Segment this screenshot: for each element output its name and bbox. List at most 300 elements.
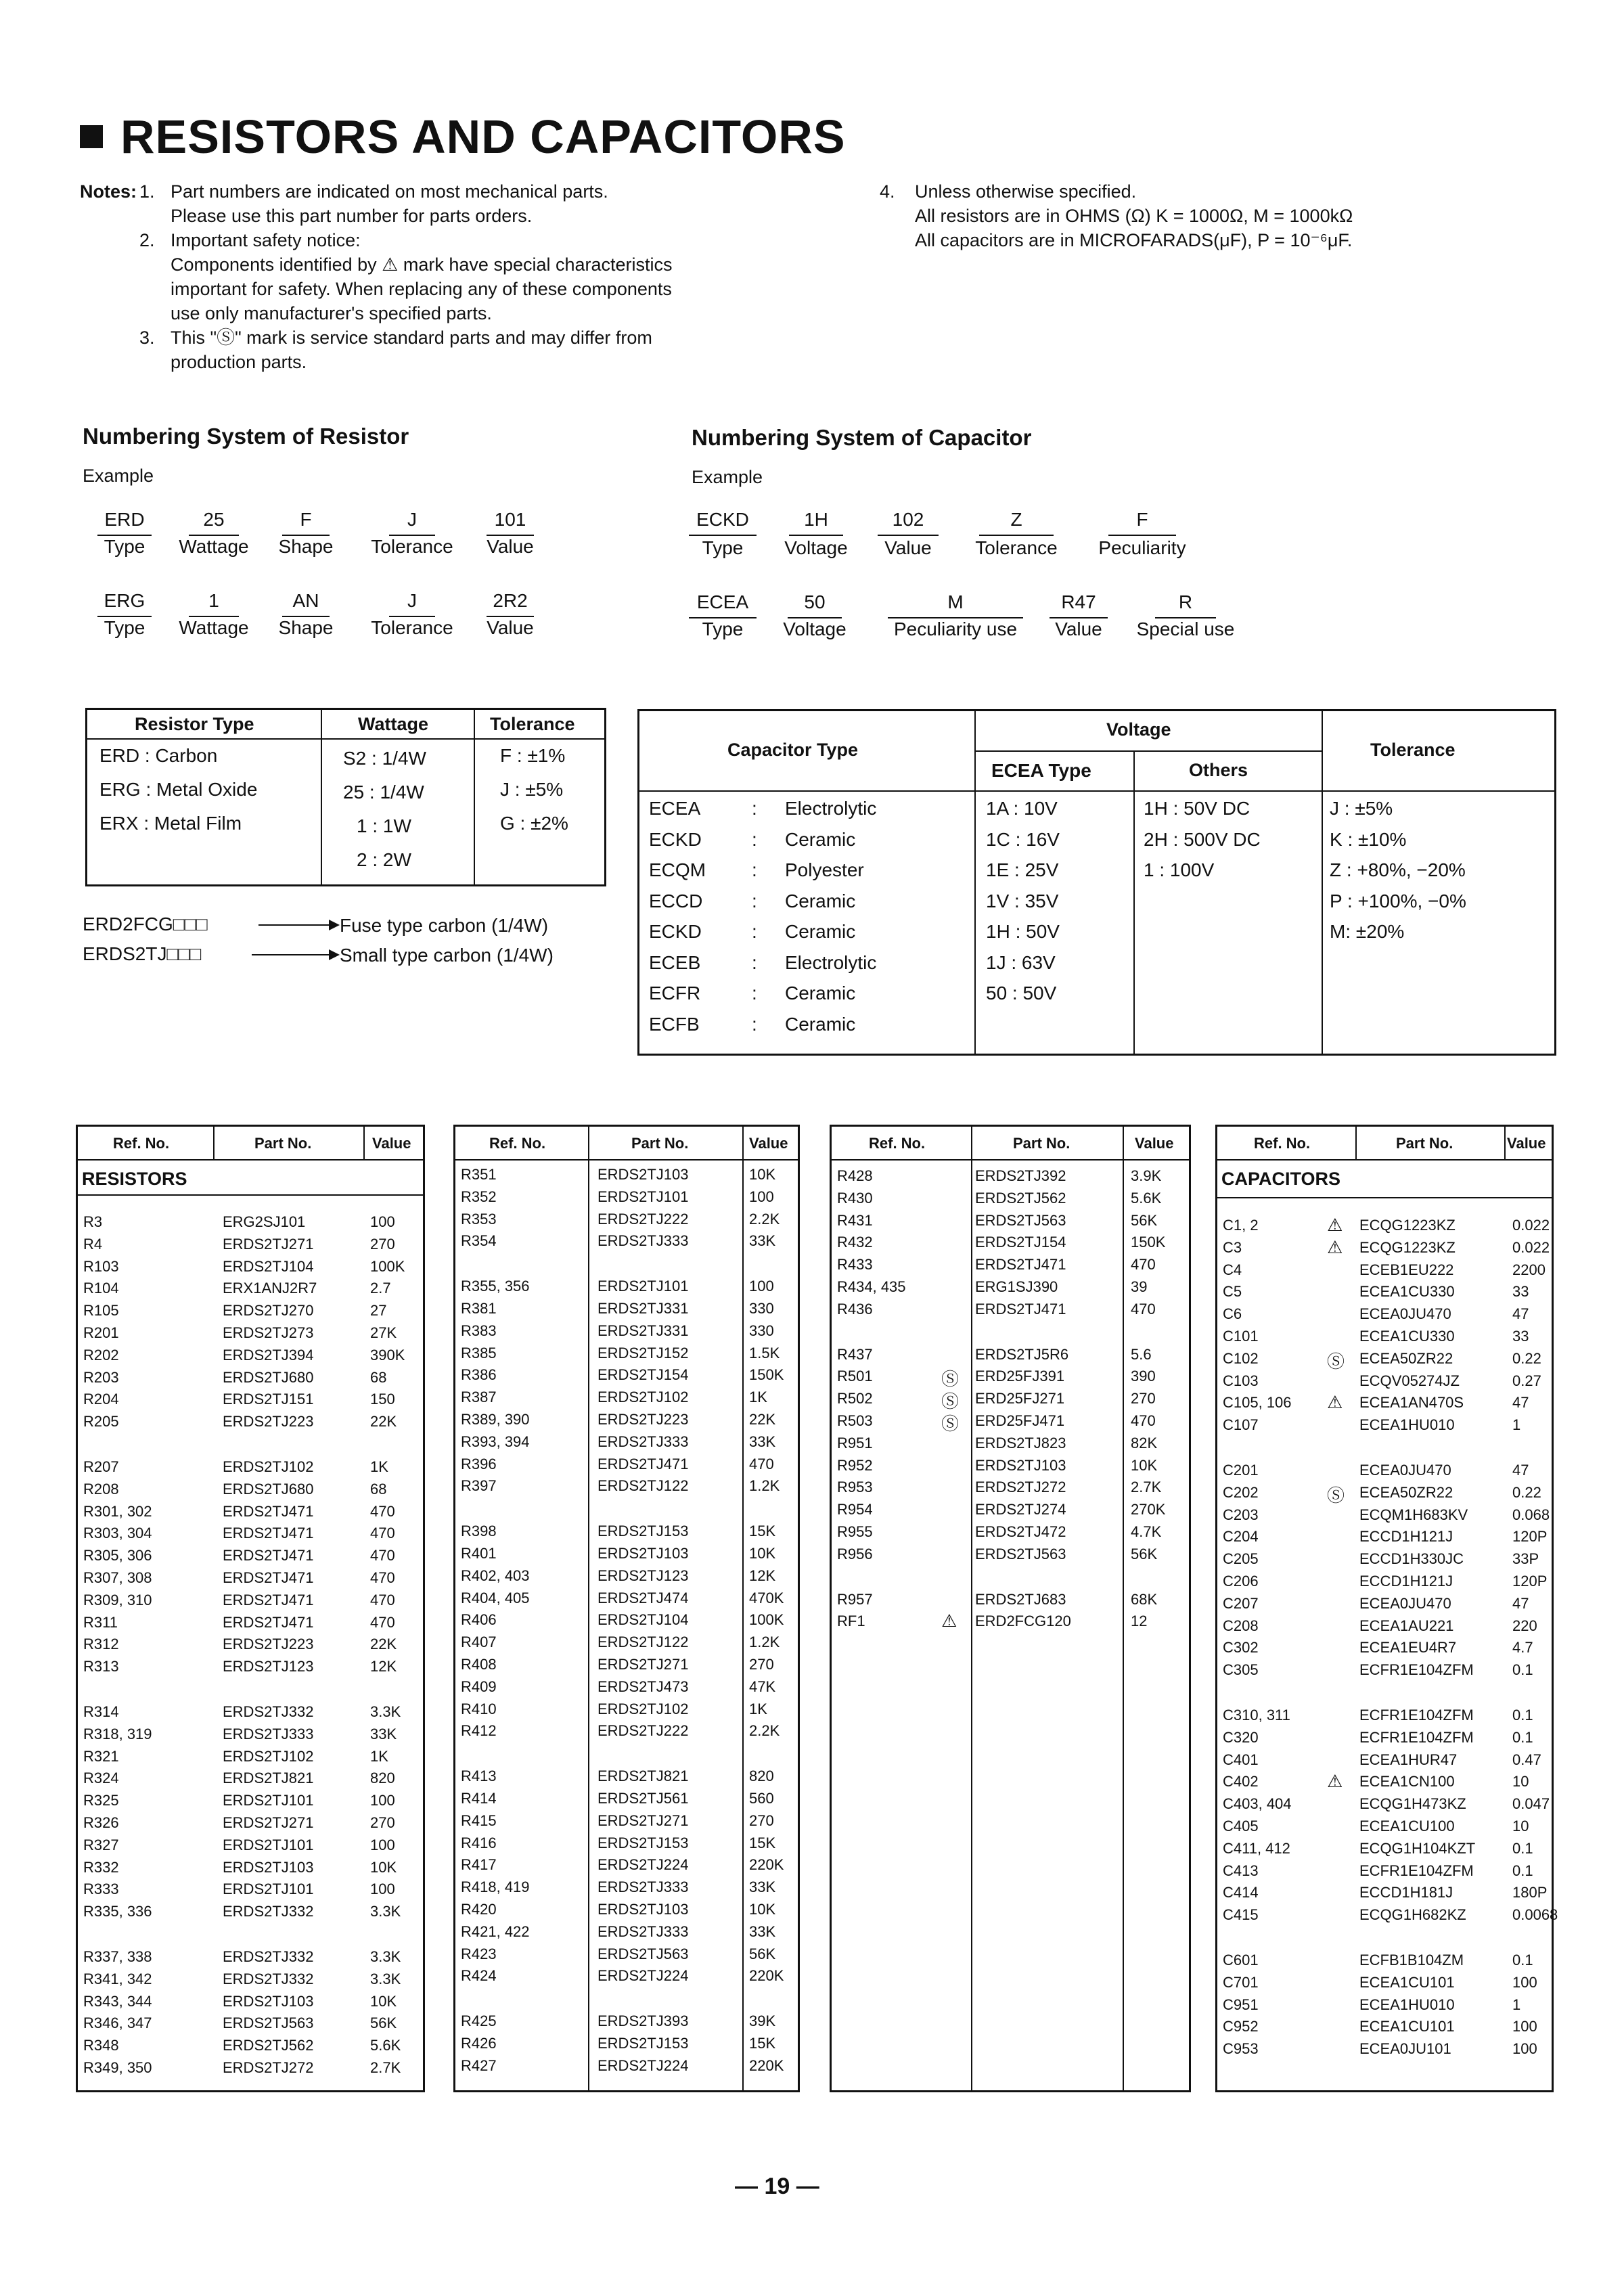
fuse-type-code: ERD2FCG□□□ [83, 914, 208, 934]
part-value: 100 [749, 1188, 774, 1205]
part-no: ECEA0JU101 [1359, 2040, 1451, 2058]
part-value: 220K [749, 1856, 784, 1874]
colon-separator: : [752, 921, 757, 942]
ref-no: R417 [461, 1856, 497, 1874]
part-value: 150 [370, 1391, 395, 1408]
capacitor-num-code: R47 [1061, 591, 1096, 612]
part-value: 100 [370, 1213, 395, 1230]
capacitor-example-label: Example [692, 467, 763, 487]
ref-no: R407 [461, 1634, 497, 1651]
ref-no: C413 [1223, 1862, 1259, 1879]
part-value: 2.2K [749, 1722, 780, 1740]
ref-no: R207 [83, 1458, 119, 1475]
part-value: 100 [1512, 2018, 1537, 2035]
ref-no-header: Ref. No. [1254, 1135, 1311, 1152]
capacitor-type-header: Capacitor Type [727, 740, 859, 760]
ref-no: R318, 319 [83, 1725, 152, 1742]
wattage-code: S2 : 1/4W [343, 748, 426, 769]
cap-tolerance-header: Tolerance [1370, 740, 1456, 760]
tolerance-code: J : ±5% [500, 779, 564, 800]
capacitor-num-label: Peculiarity [1098, 537, 1186, 558]
resistor-type: ERD : Carbon [99, 745, 218, 766]
ref-no: R426 [461, 2035, 497, 2052]
ref-no: R430 [837, 1189, 873, 1207]
part-value: 68 [370, 1480, 387, 1497]
part-no: ECEA1CN100 [1359, 1773, 1455, 1790]
ref-no: R428 [837, 1167, 873, 1184]
colon-separator: : [752, 1013, 757, 1035]
part-no: ECEA1EU4R7 [1359, 1639, 1457, 1657]
part-no: ERDS2TJ471 [597, 1455, 689, 1472]
ref-no: R424 [461, 1967, 497, 1985]
cap-code: ECFR [649, 983, 701, 1004]
ref-no: R333 [83, 1880, 119, 1898]
wattage-code: 1 : 1W [357, 815, 411, 836]
ref-no: C5 [1223, 1283, 1242, 1301]
part-value: 1.5K [749, 1344, 780, 1361]
cap-tolerance: K : ±10% [1330, 828, 1407, 850]
part-no: ECFR1E104ZFM [1359, 1862, 1474, 1879]
ref-no: C202 [1223, 1483, 1259, 1501]
part-no: ERDS2TJ154 [597, 1366, 689, 1384]
part-value: 330 [749, 1300, 774, 1317]
part-value: 470 [370, 1569, 395, 1586]
resistor-num-code: F [300, 509, 312, 530]
ref-no: R311 [83, 1613, 118, 1631]
capacitor-num-underline [789, 535, 843, 536]
part-value: 3.3K [370, 1703, 401, 1720]
ref-no: C105, 106 [1223, 1394, 1292, 1412]
part-no: ERDS2TJ471 [223, 1613, 314, 1631]
part-no-header: Part No. [1396, 1135, 1453, 1152]
part-no: ERDS2TJ101 [597, 1188, 689, 1205]
cap-code: ECEA [649, 798, 701, 819]
part-value: 56K [749, 1945, 776, 1962]
part-no: ERDS2TJ153 [597, 2035, 689, 2052]
wattage-header: Wattage [358, 714, 429, 734]
value-header: Value [749, 1135, 788, 1152]
ref-no: R321 [83, 1747, 119, 1765]
cap-kind: Ceramic [785, 890, 856, 911]
service-standard-icon: Ⓢ [1327, 1351, 1345, 1372]
part-no: ERDS2TJ471 [223, 1502, 314, 1520]
part-no: ERDS2TJ474 [597, 1589, 689, 1606]
part-no: ECCD1H181J [1359, 1884, 1453, 1901]
cap-code: ECFB [649, 1013, 700, 1035]
part-value: 180P [1512, 1884, 1548, 1901]
ref-no: R208 [83, 1480, 119, 1497]
ref-no: C415 [1223, 1906, 1259, 1924]
ref-no: C414 [1223, 1884, 1259, 1901]
colon-separator: : [752, 890, 757, 911]
service-standard-icon: Ⓢ [1327, 1485, 1345, 1506]
part-no: ERDS2TJ103 [223, 1858, 314, 1876]
part-value: 33K [749, 1232, 776, 1250]
ref-no: C305 [1223, 1661, 1259, 1679]
small-type-code: ERDS2TJ□□□ [83, 943, 202, 964]
part-value: 270 [1131, 1390, 1156, 1407]
resistor-num-label: Value [487, 617, 534, 638]
part-no: ERDS2TJ473 [597, 1677, 689, 1695]
part-value: 470 [749, 1455, 774, 1472]
ref-no: R502 [837, 1390, 873, 1407]
part-value: 2.7 [370, 1280, 391, 1297]
resistor-num-code: 1 [208, 590, 219, 611]
ecea-voltage: 1J : 63V [986, 951, 1056, 973]
part-value: 15K [749, 2035, 776, 2052]
part-value: 150K [1131, 1234, 1166, 1251]
capacitor-numbering-heading: Numbering System of Capacitor [692, 425, 1032, 450]
part-value: 1.2K [749, 1477, 780, 1495]
part-no: ERDS2TJ471 [223, 1591, 314, 1608]
part-value: 33K [370, 1725, 397, 1742]
capacitor-num-underline [689, 535, 757, 536]
ref-no: R337, 338 [83, 1948, 152, 1965]
part-value: 0.1 [1512, 1862, 1533, 1879]
part-value: 22K [370, 1636, 397, 1653]
part-value: 5.6 [1131, 1345, 1152, 1363]
part-value: 820 [749, 1767, 774, 1785]
fuse-type-desc: Fuse type carbon (1/4W) [340, 915, 549, 936]
part-value: 120P [1512, 1573, 1548, 1590]
ref-no: R434, 435 [837, 1278, 906, 1295]
ref-no: R433 [837, 1256, 873, 1274]
part-no: ERDS2TJ271 [597, 1811, 689, 1829]
notes-block [80, 179, 872, 382]
part-no: ECEA1HU010 [1359, 1996, 1455, 2013]
cap-tolerance: J : ±5% [1330, 798, 1393, 819]
part-value: 56K [1131, 1545, 1158, 1562]
part-value: 5.6K [1131, 1189, 1162, 1207]
part-value: 47 [1512, 1594, 1529, 1612]
part-no-header: Part No. [631, 1135, 689, 1152]
part-no: ERDS2TJ331 [597, 1322, 689, 1339]
ref-no: R401 [461, 1545, 497, 1562]
ref-no: C402 [1223, 1773, 1259, 1790]
part-value: 22K [749, 1411, 776, 1428]
ref-no: C4 [1223, 1261, 1242, 1278]
capacitor-num-label: Special use [1136, 618, 1235, 639]
part-no: ERD25FJ391 [975, 1368, 1065, 1385]
part-no: ERDS2TJ471 [975, 1300, 1066, 1317]
ref-no: R343, 344 [83, 1992, 152, 2010]
ref-no: R432 [837, 1234, 873, 1251]
ref-no: C107 [1223, 1416, 1259, 1434]
part-no: ERG2SJ101 [223, 1213, 306, 1230]
part-value: 470 [1131, 1300, 1156, 1317]
ref-no: R346, 347 [83, 2014, 152, 2032]
part-no: ERDS2TJ101 [223, 1880, 314, 1898]
ref-no: R201 [83, 1324, 119, 1341]
part-value: 2.7K [1131, 1479, 1162, 1496]
capacitor-num-code: F [1136, 509, 1148, 530]
part-value: 0.1 [1512, 1839, 1533, 1857]
ref-no: R314 [83, 1703, 119, 1720]
safety-warning-icon: ⚠ [1327, 1771, 1343, 1792]
capacitor-num-label: Tolerance [975, 537, 1058, 558]
cap-kind: Ceramic [785, 921, 856, 942]
part-no: ERDS2TJ223 [223, 1636, 314, 1653]
part-value: 12 [1131, 1613, 1148, 1630]
part-no: ERDS2TJ563 [223, 2014, 314, 2032]
cap-code: ECKD [649, 828, 702, 850]
part-no: ECQM1H683KV [1359, 1506, 1468, 1523]
part-no: ECQG1223KZ [1359, 1217, 1456, 1234]
part-no: ERDS2TJ333 [597, 1433, 689, 1450]
resistor-type-table [85, 708, 606, 886]
part-value: 100 [370, 1792, 395, 1809]
ref-no: R421, 422 [461, 1922, 530, 1940]
ref-no: R952 [837, 1456, 873, 1474]
part-no: ECEA0JU470 [1359, 1594, 1451, 1612]
wattage-code: 2 : 2W [357, 849, 411, 870]
part-no: ECQV05274JZ [1359, 1372, 1460, 1389]
part-value: 270 [370, 1235, 395, 1253]
ref-no: R4 [83, 1235, 103, 1253]
resistor-num-code: AN [292, 590, 319, 611]
ref-no: R348 [83, 2037, 119, 2054]
part-no: ERDS2TJ103 [975, 1456, 1066, 1474]
ref-no: C403, 404 [1223, 1795, 1292, 1813]
ref-no: C201 [1223, 1462, 1259, 1479]
ref-no: R409 [461, 1677, 497, 1695]
part-no: ECFB1B104ZM [1359, 1952, 1464, 1968]
part-no: ERDS2TJ471 [223, 1525, 314, 1542]
capacitor-num-label: Value [1055, 618, 1102, 639]
ref-no: C320 [1223, 1728, 1259, 1746]
capacitor-num-code: ECKD [696, 509, 749, 530]
ref-no: R307, 308 [83, 1569, 152, 1586]
ref-no: R501 [837, 1368, 873, 1385]
parts-table [1215, 1125, 1558, 2092]
ecea-voltage: 50 : 50V [986, 983, 1057, 1004]
ref-no: R431 [837, 1211, 873, 1229]
part-value: 120P [1512, 1528, 1548, 1546]
ref-no: R381 [461, 1300, 497, 1317]
ref-no: R3 [83, 1213, 103, 1230]
part-value: 12K [749, 1567, 776, 1584]
part-no: ERDS2TJ224 [597, 1967, 689, 1985]
part-no: ERDS2TJ272 [223, 2059, 314, 2076]
part-no: ERDS2TJ562 [223, 2037, 314, 2054]
part-no: ERDS2TJ224 [597, 2056, 689, 2074]
resistor-num-code: J [407, 509, 417, 530]
part-no: ECEA0JU470 [1359, 1462, 1451, 1479]
note-1: 1. Part numbers are indicated on most mechanical parts. Please use this part number for parts orders. [139, 181, 608, 226]
part-value: 390 [1131, 1368, 1156, 1385]
part-no: ERDS2TJ102 [597, 1700, 689, 1717]
note-2: 2. Important safety notice: Components identified by ⚠ mark have special characteristics important for safety. When replacing any of these components use only manufacturer's specified parts. [139, 230, 673, 323]
ref-no: R389, 390 [461, 1411, 530, 1428]
part-value: 10K [749, 1901, 776, 1918]
arrow-head-icon [329, 920, 340, 930]
ref-no: R404, 405 [461, 1589, 530, 1606]
part-value: 0.22 [1512, 1483, 1541, 1501]
part-no: ECFR1E104ZFM [1359, 1728, 1474, 1746]
colon-separator: : [752, 828, 757, 850]
cap-code: ECQM [649, 859, 706, 880]
part-value: 220K [749, 1967, 784, 1985]
ref-no: R303, 304 [83, 1525, 152, 1542]
ref-no: R396 [461, 1455, 497, 1472]
ref-no: C310, 311 [1223, 1707, 1290, 1724]
capacitor-num-underline [1108, 535, 1176, 536]
part-no: ERDS2TJ103 [597, 1166, 689, 1183]
part-no: ERDS2TJ472 [975, 1523, 1066, 1540]
tolerance-code: G : ±2% [500, 813, 568, 834]
part-value: 270 [749, 1811, 774, 1829]
ref-no: R341, 342 [83, 1970, 152, 1987]
part-no: ECFR1E104ZFM [1359, 1661, 1474, 1679]
ref-no: R436 [837, 1300, 873, 1317]
capacitor-type-table [637, 709, 1556, 1056]
ref-no: R325 [83, 1792, 119, 1809]
small-type-desc: Small type carbon (1/4W) [340, 945, 554, 966]
ecea-type-header: ECEA Type [991, 760, 1091, 781]
part-no: ERDS2TJ471 [223, 1547, 314, 1564]
part-value: 1K [370, 1458, 388, 1475]
part-value: 1K [370, 1747, 388, 1765]
part-no: ERDS2TJ101 [223, 1792, 314, 1809]
ref-no: R955 [837, 1523, 873, 1540]
part-no: ECEA1CU330 [1359, 1283, 1455, 1301]
ref-no: R327 [83, 1836, 119, 1853]
part-no-header: Part No. [254, 1135, 312, 1152]
resistor-num-code: ERG [104, 590, 145, 611]
part-value: 56K [370, 2014, 397, 2032]
part-no: ERDS2TJ333 [597, 1878, 689, 1896]
part-no: ECEA50ZR22 [1359, 1349, 1453, 1367]
part-value: 1.2K [749, 1634, 780, 1651]
other-voltage: 1 : 100V [1144, 859, 1215, 880]
part-no: ERDS2TJ563 [975, 1211, 1066, 1229]
part-no: ERDS2TJ333 [597, 1232, 689, 1250]
part-value: 470 [370, 1613, 395, 1631]
part-value: 1 [1512, 1996, 1521, 2013]
part-value: 100K [370, 1257, 405, 1275]
part-no: ERDS2TJ332 [223, 1703, 314, 1720]
ref-no: C208 [1223, 1617, 1259, 1634]
ref-no: R416 [461, 1834, 497, 1851]
part-value: 270K [1131, 1501, 1166, 1518]
ref-no: R332 [83, 1858, 119, 1876]
resistor-num-code: 2R2 [493, 590, 528, 611]
ref-no: R354 [461, 1232, 497, 1250]
ref-no: R427 [461, 2056, 497, 2074]
cap-kind: Ceramic [785, 1013, 856, 1035]
part-no: ERDS2TJ274 [975, 1501, 1066, 1518]
part-no: ERDS2TJ153 [597, 1523, 689, 1540]
ref-no: R313 [83, 1658, 119, 1675]
part-no: ECQG1223KZ [1359, 1238, 1456, 1256]
part-no: ERDS2TJ821 [597, 1767, 689, 1785]
parts-table [830, 1125, 1191, 2092]
part-value: 47 [1512, 1305, 1529, 1323]
part-no: ERDS2TJ333 [597, 1922, 689, 1940]
part-no: ERDS2TJ680 [223, 1368, 314, 1386]
part-value: 47 [1512, 1462, 1529, 1479]
part-no: ERDS2TJ102 [223, 1458, 314, 1475]
part-no: ERDS2TJ102 [597, 1389, 689, 1406]
part-value: 820 [370, 1770, 395, 1787]
cap-code: ECKD [649, 921, 702, 942]
capacitor-num-code: ECEA [696, 591, 749, 612]
ecea-voltage: 1A : 10V [986, 798, 1058, 819]
ref-no: R953 [837, 1479, 873, 1496]
part-value: 2200 [1512, 1261, 1546, 1278]
part-value: 10K [370, 1858, 397, 1876]
part-no: ERDS2TJ393 [597, 2012, 689, 2030]
arrow-head-icon [329, 949, 340, 960]
ecea-voltage: 1C : 16V [986, 828, 1060, 850]
resistor-num-label: Value [487, 536, 534, 557]
safety-warning-icon: ⚠ [1327, 1236, 1343, 1257]
part-no: ECCD1H330JC [1359, 1550, 1464, 1568]
ref-no: C206 [1223, 1573, 1259, 1590]
part-no: ECEA1CU100 [1359, 1818, 1455, 1834]
part-value: 3.3K [370, 1948, 401, 1965]
part-value: 0.47 [1512, 1751, 1541, 1768]
part-no: ERX1ANJ2R7 [223, 1280, 317, 1297]
part-no: ERDS2TJ154 [975, 1234, 1066, 1251]
part-no: ERDS2TJ123 [223, 1658, 314, 1675]
part-no: ERDS2TJ104 [223, 1257, 314, 1275]
ref-no: R301, 302 [83, 1502, 152, 1520]
cap-kind: Electrolytic [785, 798, 877, 819]
part-value: 39 [1131, 1278, 1148, 1295]
capacitor-num-label: Peculiarity use [893, 618, 1018, 639]
part-no: ERDS2TJ332 [223, 1970, 314, 1987]
part-value: 470 [1131, 1412, 1156, 1429]
part-no: ERDS2TJ471 [223, 1569, 314, 1586]
ref-no: C207 [1223, 1594, 1259, 1612]
part-value: 68 [370, 1368, 387, 1386]
resistor-num-label: Wattage [179, 617, 249, 638]
part-value: 220K [749, 2056, 784, 2074]
capacitor-num-code: 50 [804, 591, 826, 612]
ref-no: R414 [461, 1790, 497, 1807]
part-no: ERDS2TJ101 [597, 1278, 689, 1295]
part-value: 15K [749, 1834, 776, 1851]
ref-no: R202 [83, 1346, 119, 1364]
ecea-voltage: 1H : 50V [986, 921, 1060, 942]
colon-separator: : [752, 983, 757, 1004]
ref-no: R104 [83, 1280, 119, 1297]
part-no: ERDS2TJ823 [975, 1434, 1066, 1451]
ref-no: R398 [461, 1523, 497, 1540]
part-no: ERD25FJ471 [975, 1412, 1065, 1429]
capacitor-num-code: 1H [804, 509, 828, 530]
part-value: 33 [1512, 1283, 1529, 1301]
part-no: ERDS2TJ122 [597, 1634, 689, 1651]
capacitor-num-code: 102 [892, 509, 924, 530]
part-value: 0.0068 [1512, 1906, 1558, 1924]
part-value: 100 [1512, 2040, 1537, 2058]
ref-no: R203 [83, 1368, 119, 1386]
ref-no: R956 [837, 1545, 873, 1562]
part-no: ERDS2TJ392 [975, 1167, 1066, 1184]
part-value: 100 [1512, 1973, 1537, 1991]
capacitor-num-label: Voltage [784, 537, 848, 558]
part-value: 4.7 [1512, 1639, 1533, 1657]
part-no: ERDS2TJ222 [597, 1722, 689, 1740]
ref-no: R423 [461, 1945, 497, 1962]
ref-no: R385 [461, 1344, 497, 1361]
resistor-num-label: Shape [278, 536, 334, 557]
part-no: ERDS2TJ101 [223, 1836, 314, 1853]
part-value: 0.022 [1512, 1238, 1550, 1256]
ref-no: R326 [83, 1814, 119, 1831]
